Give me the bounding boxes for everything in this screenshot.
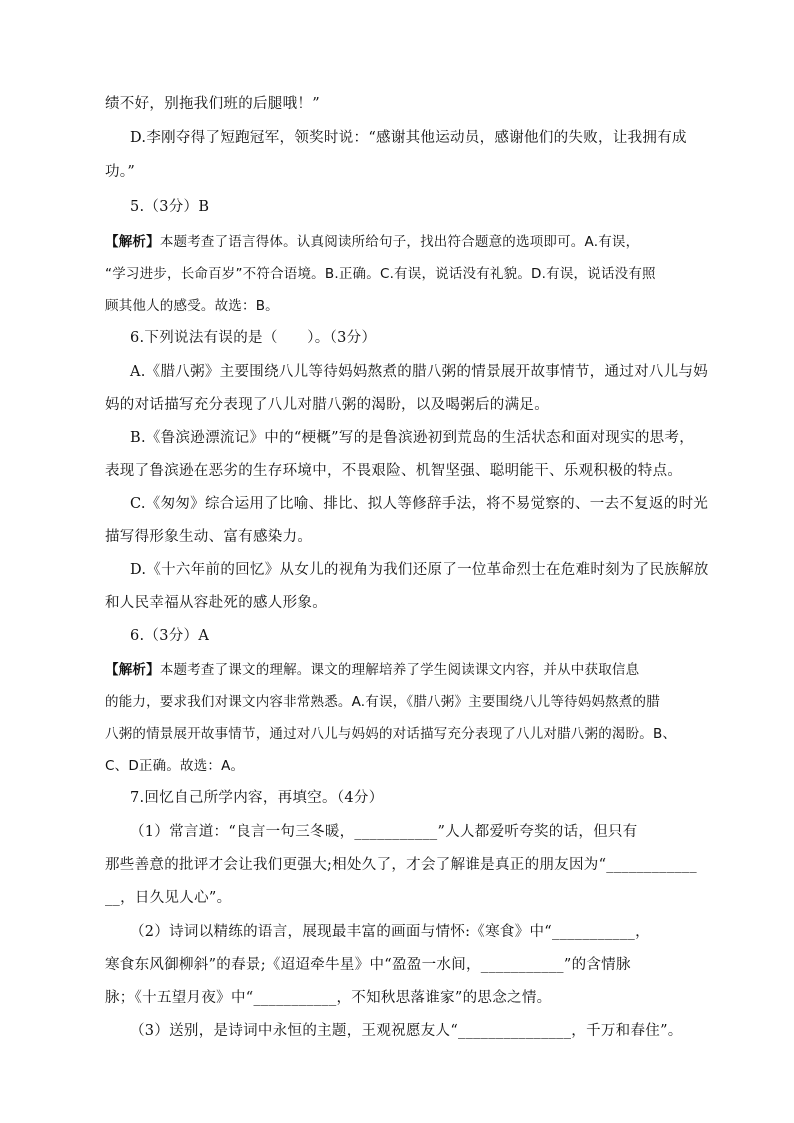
question-7: 7.回忆自己所学内容，再填空。（4分） <box>130 790 384 806</box>
option-d-line: D.《十六年前的回忆》从女儿的视角为我们还原了一位革命烈士在危难时刻为了民族解放 <box>130 562 709 578</box>
option-a-line: A.《腊八粥》主要围绕八儿等待妈妈熬煮的腊八粥的情景展开故事情节，通过对八儿与妈 <box>130 364 709 380</box>
analysis-label: 【解析】 <box>105 662 160 678</box>
fill-blank-line: （3）送别，是诗词中永恒的主题，王观祝愿友人“_______________，千万和春住”。 <box>130 1023 683 1039</box>
option-c-line: C.《匆匆》综合运用了比喻、排比、拟人等修辞手法，将不易觉察的、一去不复返的时光 <box>130 496 709 512</box>
fill-blank-line: 那些善意的批评才会让我们更强大;相处久了，才会了解谁是真正的朋友因为“____________ <box>105 857 697 873</box>
text-line: 绩不好，别拖我们班的后腿哦！” <box>105 96 320 112</box>
analysis-6-line: C、D正确。故选：A。 <box>105 758 245 774</box>
analysis-label: 【解析】 <box>105 234 160 250</box>
option-c-line: 描写得形象生动、富有感染力。 <box>105 529 313 545</box>
analysis-6-line <box>105 658 639 678</box>
option-d-line: D.李刚夺得了短跑冠军，领奖时说：“感谢其他运动员，感谢他们的失败，让我拥有成 <box>130 130 687 146</box>
fill-blank-line: 寒食东风御柳斜”的春景;《迢迢牵牛星》中“盈盈一水间，___________”的含情脉 <box>105 957 631 973</box>
analysis-6-line: 的能力，要求我们对课文内容非常熟悉。A.有误，《腊八粥》主要围绕八儿等待妈妈熬煮的腊 <box>105 694 660 710</box>
option-b-line: B.《鲁滨逊漂流记》中的“梗概”写的是鲁滨逊初到荒岛的生活状态和面对现实的思考， <box>130 430 695 446</box>
analysis-5-line: “学习进步，长命百岁”不符合语境。B.正确。C.有误，说话没有礼貌。D.有误，说话没有照 <box>105 266 656 282</box>
option-d-line: 和人民幸福从容赴死的感人形象。 <box>105 595 327 611</box>
analysis-text: 本题考查了语言得体。认真阅读所给句子，找出符合题意的选项即可。A.有误， <box>159 234 640 250</box>
text-line: 功。” <box>105 164 136 180</box>
analysis-5-line <box>105 230 639 250</box>
option-b-line: 表现了鲁滨逊在恶劣的生存环境中，不畏艰险、机智坚强、聪明能干、乐观积极的特点。 <box>105 463 683 479</box>
answer-5: 5.（3分）B <box>130 199 210 215</box>
fill-blank-line: __，日久见人心”。 <box>105 890 232 906</box>
fill-blank-line: 脉；《十五望月夜》中“___________，不知秋思落谁家”的思念之情。 <box>105 990 552 1006</box>
fill-blank-line: （1）常言道：“良言一句三冬暖，___________”人人都爱听夸奖的话，但只有 <box>130 824 638 840</box>
answer-6: 6.（3分）A <box>130 628 210 644</box>
option-a-line: 妈的对话描写充分表现了八儿对腊八粥的渴盼，以及喝粥后的满足。 <box>105 397 549 413</box>
fill-blank-line: （2）诗词以精练的语言，展现最丰富的画面与情怀:《寒食》中“___________， <box>130 924 650 940</box>
question-6: 6.下列说法有误的是（ ）。（3分） <box>130 330 377 346</box>
analysis-text: 本题考查了课文的理解。课文的理解培养了学生阅读课文内容，并从中获取信息 <box>159 662 640 678</box>
analysis-5-line: 顾其他人的感受。故选：B。 <box>105 298 279 314</box>
analysis-6-line: 八粥的情景展开故事情节，通过对八儿与妈妈的对话描写充分表现了八儿对腊八粥的渴盼。B、 <box>105 726 677 742</box>
